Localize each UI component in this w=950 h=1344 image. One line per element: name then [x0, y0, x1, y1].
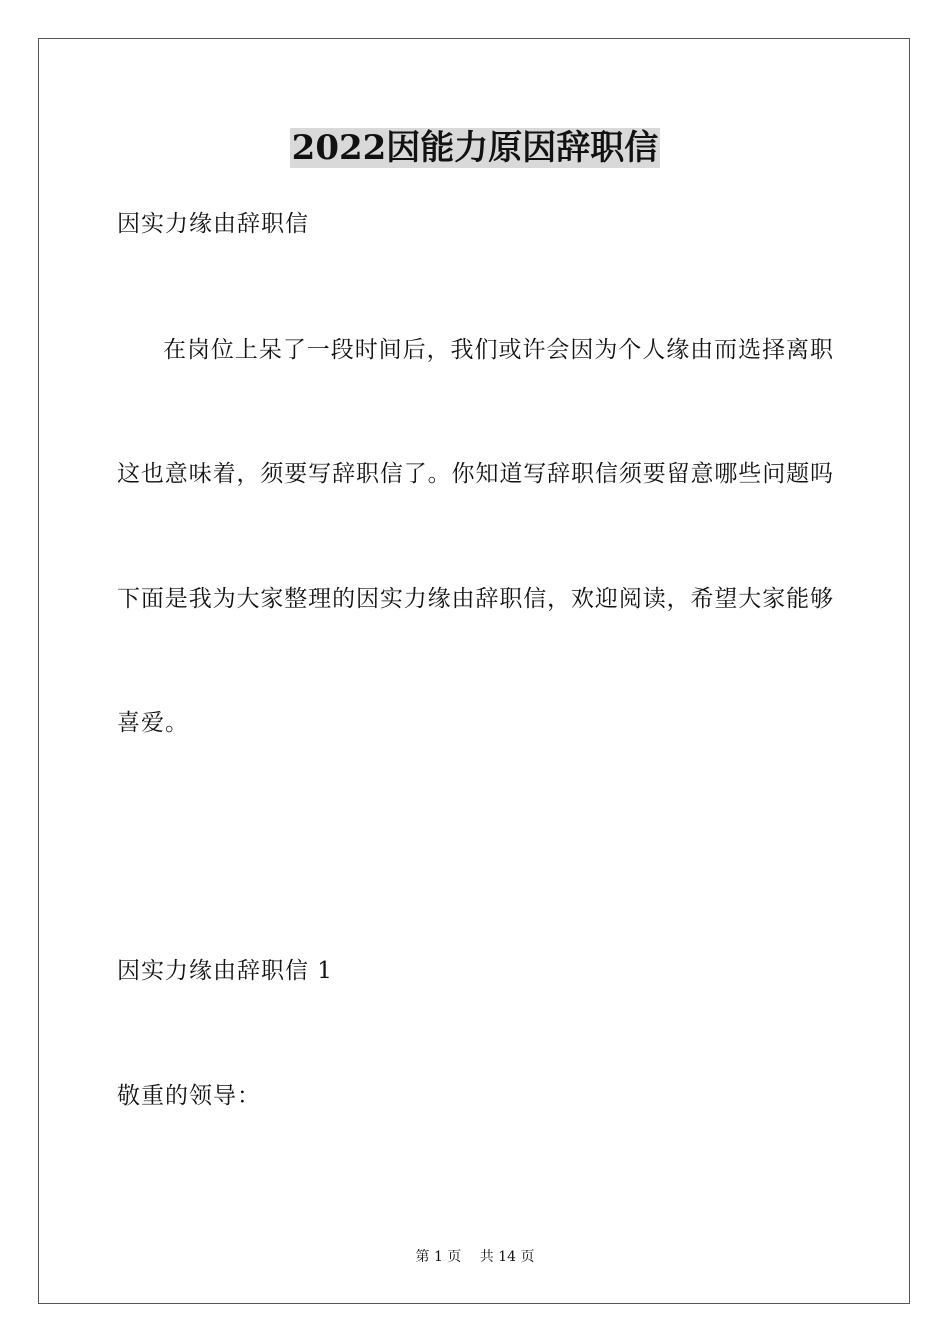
intro-line-4: 喜爱。 — [117, 710, 189, 736]
intro-line-1: 在岗位上呆了一段时间后，我们或许会因为个人缘由而选择离职 — [163, 337, 833, 363]
document-title-text: 2022因能力原因辞职信 — [291, 128, 659, 168]
intro-line-3: 下面是我为大家整理的因实力缘由辞职信，欢迎阅读，希望大家能够 — [117, 586, 833, 612]
intro-line-2: 这也意味着，须要写辞职信了。你知道写辞职信须要留意哪些问题吗 — [117, 461, 833, 487]
page-number-footer: 第 1 页 共 14 页 — [415, 1249, 535, 1265]
document-title — [0, 124, 950, 172]
salutation: 敬重的领导： — [117, 1083, 261, 1109]
section-heading: 因实力缘由辞职信 1 — [117, 958, 333, 984]
subtitle: 因实力缘由辞职信 — [117, 211, 309, 237]
